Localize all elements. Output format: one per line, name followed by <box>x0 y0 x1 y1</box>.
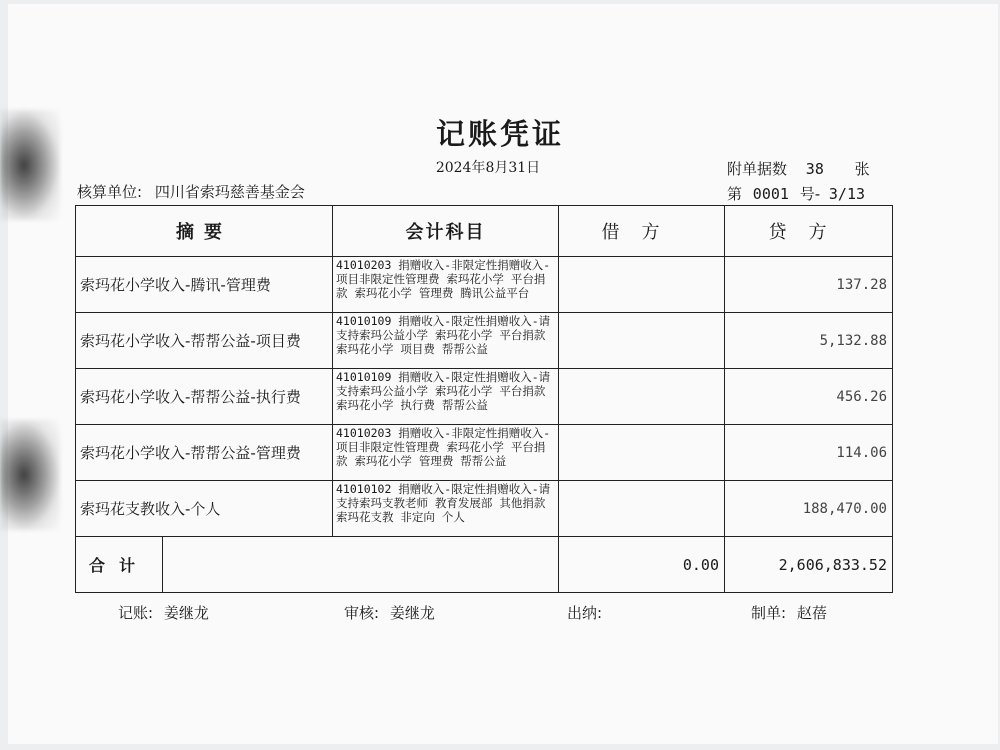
accounting-unit-label: 核算单位: <box>77 183 143 201</box>
table-row <box>76 257 893 313</box>
total-blank <box>163 537 559 593</box>
row-account: 41010203 捐赠收入-非限定性捐赠收入-项目非限定性管理费 索玛花小学 平台捐款 索玛花小学 管理费 腾讯公益平台 <box>333 257 559 313</box>
row-credit: 137.28 <box>725 257 893 313</box>
cashier-signature <box>567 602 608 623</box>
row-summary: 索玛花支教收入-个人 <box>76 481 333 537</box>
attachments-label: 附单据数 <box>727 160 788 178</box>
bookkeeper-name: 姜继龙 <box>163 604 209 622</box>
row-summary: 索玛花小学收入-帮帮公益-管理费 <box>76 425 333 481</box>
row-account: 41010109 捐赠收入-限定性捐赠收入-请支持索玛公益小学 索玛花小学 平台捐款 索玛花小学 项目费 帮帮公益 <box>333 313 559 369</box>
voucher-page: 3/13 <box>828 185 866 203</box>
total-row <box>76 537 893 593</box>
table-header-row <box>76 206 893 257</box>
cashier-label: 出纳: <box>567 604 603 622</box>
row-credit: 5,132.88 <box>725 313 893 369</box>
account-header: 会计科目 <box>333 206 559 257</box>
table-row <box>76 425 893 481</box>
table-row <box>76 313 893 369</box>
attachments-unit: 张 <box>854 160 870 178</box>
preparer-name: 赵蓓 <box>796 604 827 622</box>
bookkeeper-label: 记账: <box>118 604 154 622</box>
voucher-number-suffix: 号- <box>799 185 821 203</box>
voucher-table <box>75 205 893 593</box>
summary-header: 摘要 <box>76 206 333 257</box>
total-debit: 0.00 <box>559 537 725 593</box>
accounting-unit <box>77 181 305 202</box>
preparer-label: 制单: <box>751 604 787 622</box>
total-credit: 2,606,833.52 <box>725 537 893 593</box>
voucher-number-value: 0001 <box>752 185 789 203</box>
attachments-info <box>727 158 870 179</box>
reviewer-signature <box>344 602 435 623</box>
reviewer-name: 姜继龙 <box>389 604 435 622</box>
table-row <box>76 369 893 425</box>
reviewer-label: 审核: <box>344 604 380 622</box>
row-summary: 索玛花小学收入-帮帮公益-项目费 <box>76 313 333 369</box>
voucher-title: 记账凭证 <box>435 117 564 151</box>
row-account: 41010102 捐赠收入-限定性捐赠收入-请支持索玛支教老师 教育发展部 其他捐款 索玛花支教 非定向 个人 <box>333 481 559 537</box>
total-label: 合计 <box>76 537 163 593</box>
row-debit <box>559 425 725 481</box>
attachments-count: 38 <box>805 160 824 178</box>
row-summary: 索玛花小学收入-帮帮公益-执行费 <box>76 369 333 425</box>
bookkeeper-signature <box>118 602 209 623</box>
row-debit <box>559 313 725 369</box>
voucher-number-prefix: 第 <box>727 185 743 203</box>
row-credit: 456.26 <box>725 369 893 425</box>
preparer-signature <box>751 602 827 623</box>
voucher-number <box>727 183 865 204</box>
row-debit <box>559 481 725 537</box>
scan-artifact <box>0 420 60 530</box>
credit-header: 贷方 <box>725 206 893 257</box>
row-summary: 索玛花小学收入-腾讯-管理费 <box>76 257 333 313</box>
row-credit: 188,470.00 <box>725 481 893 537</box>
row-account: 41010203 捐赠收入-非限定性捐赠收入-项目非限定性管理费 索玛花小学 平台捐款 索玛花小学 管理费 帮帮公益 <box>333 425 559 481</box>
row-credit: 114.06 <box>725 425 893 481</box>
row-debit <box>559 369 725 425</box>
row-account: 41010109 捐赠收入-限定性捐赠收入-请支持索玛公益小学 索玛花小学 平台捐款 索玛花小学 执行费 帮帮公益 <box>333 369 559 425</box>
voucher-date: 2024年8月31日 <box>435 160 541 176</box>
row-debit <box>559 257 725 313</box>
accounting-unit-name: 四川省索玛慈善基金会 <box>154 183 305 201</box>
table-row <box>76 481 893 537</box>
debit-header: 借方 <box>559 206 725 257</box>
